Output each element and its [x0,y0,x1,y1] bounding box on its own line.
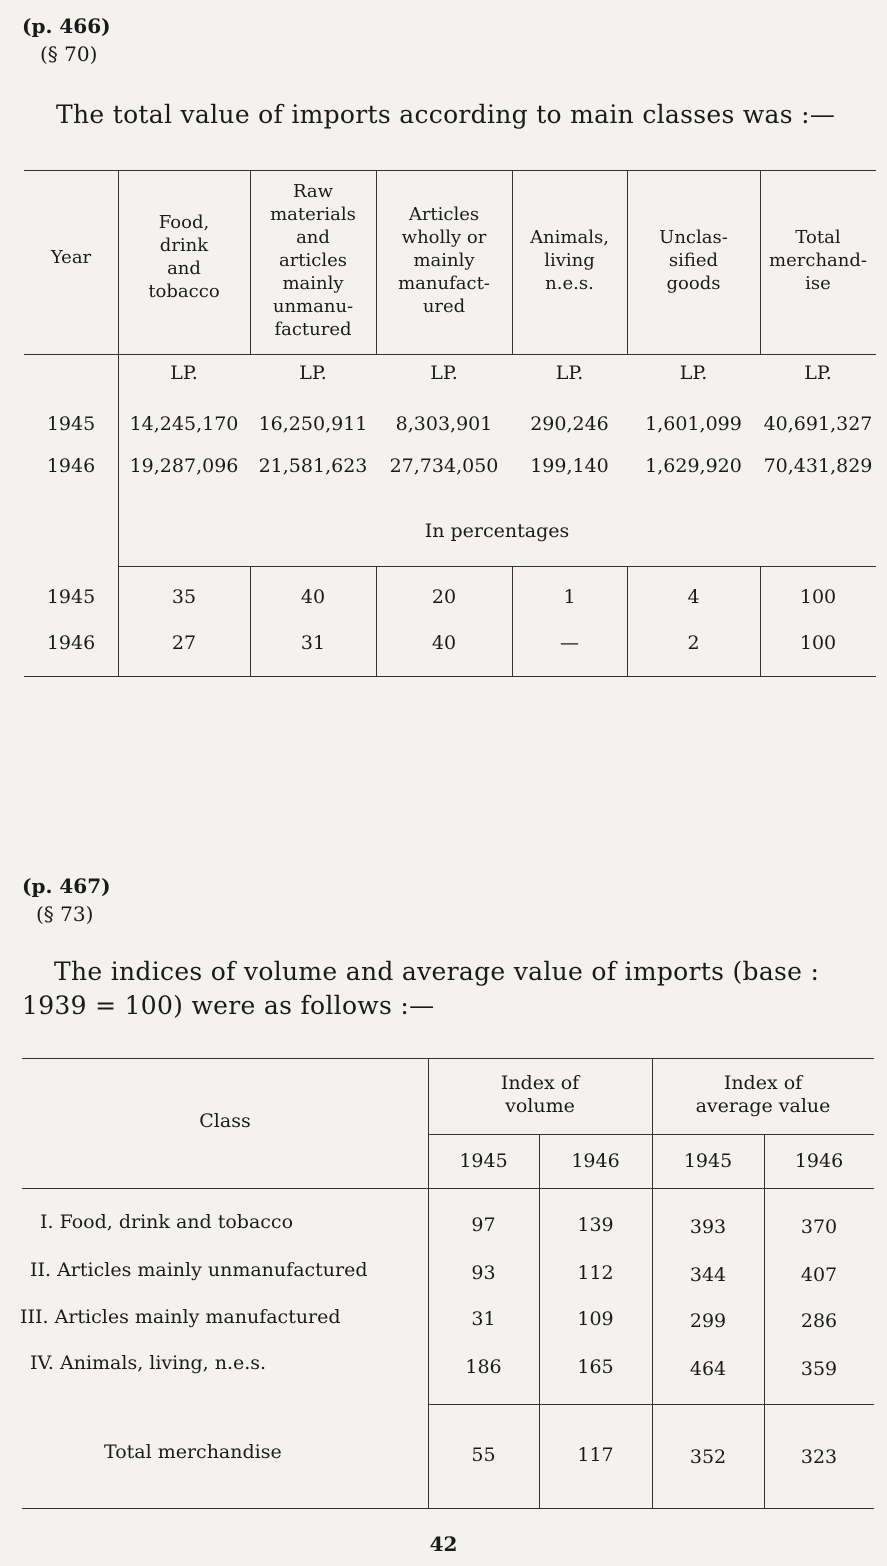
unit-food: LP. [170,362,198,384]
header-unclassified: Unclas- sified goods [659,227,728,294]
header-index-value: Index of average value [695,1072,831,1117]
page-reference: (p. 467) [22,874,111,898]
header-raw-materials: Raw materials and articles mainly unmanu- factured [270,181,356,340]
unit-animals: LP. [555,362,584,384]
unit-total: LP. [804,362,832,384]
header-total: Total merchand- ise [769,227,867,294]
header-year-1946: 1946 [571,1150,620,1172]
table-intro: The indices of volume and average value of imports (base : [54,957,820,986]
header-animals: Animals, living n.e.s. [530,227,609,294]
header-articles-manufactured: Articles wholly or mainly manufact- ured [398,204,490,317]
header-index-volume: Index of volume [500,1072,580,1117]
unit-unclassified: LP. [679,362,708,384]
header-year-1945: 1945 [459,1150,508,1172]
page-reference: (p. 466) [22,14,111,38]
section-reference: (§ 70) [40,42,98,66]
section-reference: (§ 73) [36,902,94,926]
header-class: Class [199,1110,251,1132]
unit-articles: LP. [430,362,458,384]
percentages-label: In percentages [424,520,570,542]
page-number: 42 [429,1532,458,1556]
unit-raw: LP. [299,362,327,384]
header-year: Year [50,247,92,268]
header-year-1945: 1945 [683,1150,733,1172]
header-food: Food, drink and tobacco [148,212,220,302]
table-intro-continued: 1939 = 100) were as follows :— [22,991,435,1020]
header-year-1946: 1946 [794,1150,844,1172]
table-intro: The total value of imports according to main classes was :— [56,100,836,129]
